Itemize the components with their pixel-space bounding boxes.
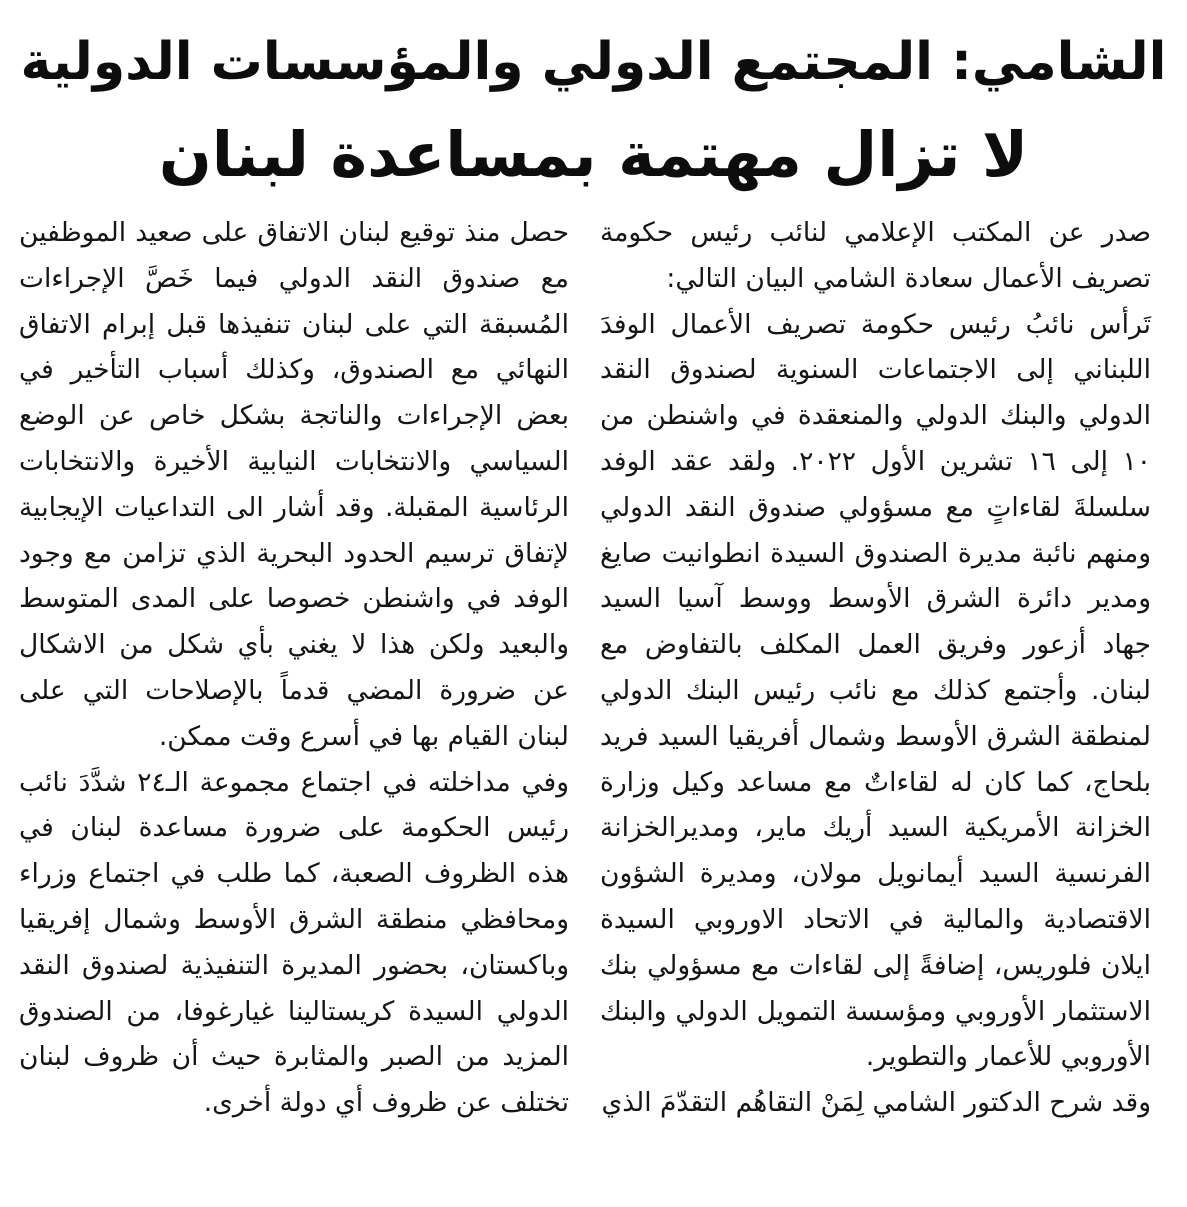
paragraph-progress: حصل منذ توقيع لبنان الاتفاق على صعيد الموظفين مع صندوق النقد الدولي فيما خَصَّ الإجراءات المُسبقة التي على لبنان تنفيذها قبل إبرام الاتفاق النهائي مع الصندوق، وكذلك أسباب التأخير في بعض الإجراءات والناتجة بشكل خاص عن الوضع السياسي والانتخابات النيابية الأخيرة والانتخابات الرئاسية المقبلة. وقد أشار الى التداعيات الإيجابية لإتفاق ترسيم الحدود البحرية الذي تزامن مع وجود الوفد في واشنطن خصوصا على المدى المتوسط والبعيد ولكن هذا لا يغني بأي شكل من الاشكال عن ضرورة المضي قدماً بالإصلاحات التي على لبنان القيام بها في أسرع وقت ممكن. [19, 217, 569, 752]
headline-line-2: لا تزال مهتمة بمساعدة لبنان [158, 118, 1029, 191]
article-column-left [19, 210, 569, 1126]
paragraph-explanation-start: وقد شرح الدكتور الشامي لِمَنْ التقاهُم التقدّمَ الذي [601, 1087, 1151, 1119]
article-column-right [600, 210, 1151, 1126]
paragraph-intro: صدر عن المكتب الإعلامي لنائب رئيس حكومة تصريف الأعمال سعادة الشامي البيان التالي: [600, 217, 1151, 294]
headline-line-1: الشامي: المجتمع الدولي والمؤسسات الدولية [20, 32, 1167, 92]
paragraph-g24-meeting: وفي مداخلته في اجتماع مجموعة الـ٢٤ شدَّدَ نائب رئيس الحكومة على ضرورة مساعدة لبنان في هذه الظروف الصعبة، كما طلب في اجتماع وزراء ومحافظي منطقة الشرق الأوسط وشمال إفريقيا وباكستان، بحضور المديرة التنفيذية لصندوق النقد الدولي السيدة كريستالينا غيارغوفا، من الصندوق المزيد من الصبر والمثابرة حيث أن ظروف لبنان تختلف عن ظروف أي دولة أخرى. [19, 766, 569, 1119]
paragraph-delegation: تَرأس نائبُ رئيس حكومة تصريف الأعمال الوفدَ اللبناني إلى الاجتماعات السنوية لصندوق النقد الدولي والبنك الدولي والمنعقدة في واشنطن من ١٠ إلى ١٦ تشرين الأول ٢٠٢٢. ولقد عقد الوفد سلسلةَ لقاءاتٍ مع مسؤولي صندوق النقد الدولي ومنهم نائبة مديرة الصندوق السيدة انطوانيت صايغ ومدير دائرة الشرق الأوسط ووسط آسيا السيد جهاد أزعور وفريق العمل المكلف بالتفاوض مع لبنان. وأجتمع كذلك مع نائب رئيس البنك الدولي لمنطقة الشرق الأوسط وشمال أفريقيا السيد فريد بلحاج، كما كان له لقاءاتٌ مع مساعد وكيل وزارة الخزانة الأمريكية السيد أريك ماير، ومديرالخزانة الفرنسية السيد أيمانويل مولان، ومديرة الشؤون الاقتصادية والمالية في الاتحاد الاوروبي السيدة ايلان فلوريس، إضافةً إلى لقاءات مع مسؤولي بنك الاستثمار الأوروبي ومؤسسة التمويل الدولي والبنك الأوروبي للأعمار والتطوير. [600, 308, 1152, 1073]
